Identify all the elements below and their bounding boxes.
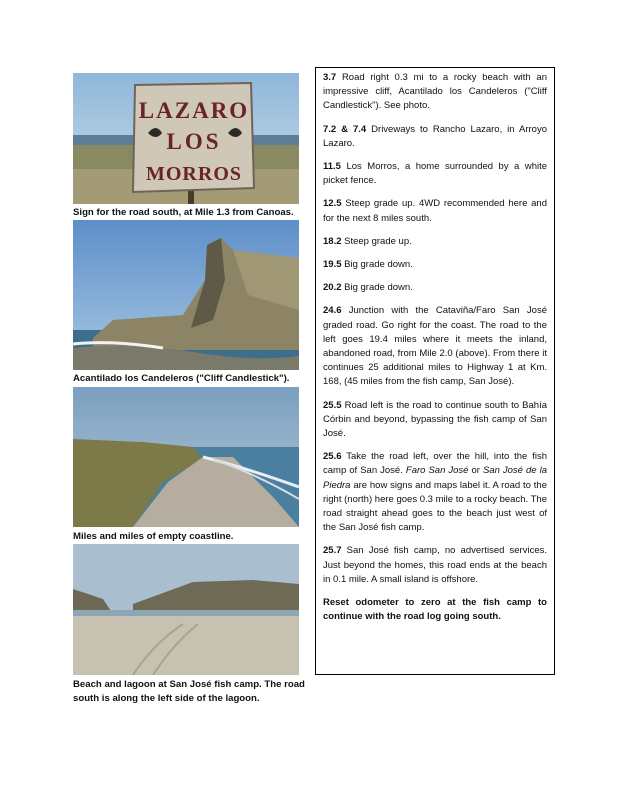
road-log-entry [323, 304, 547, 389]
sign-photo [73, 73, 299, 204]
sign-text-line-2: LOS [166, 129, 222, 154]
entry-text: Steep grade up. 4WD recommended here and for the next 8 miles south. [323, 198, 547, 224]
mile-marker: 25.7 [323, 545, 342, 557]
road-log-entry [323, 258, 547, 272]
entry-text: Los Morros, a home surrounded by a white picket fence. [323, 161, 548, 187]
coastline-photo [73, 387, 299, 527]
road-log-entry [323, 197, 547, 225]
road-log-entry [323, 281, 547, 295]
entry-text: Big grade down. [344, 282, 413, 294]
road-log-box [315, 67, 555, 675]
road-log-entry [323, 399, 547, 442]
entry-text: or [471, 465, 480, 477]
sign-text-line-1: LAZARO [138, 98, 250, 123]
sign-text-line-3: MORROS [146, 163, 242, 185]
road-log-entry [323, 71, 547, 114]
mile-marker: 24.6 [323, 305, 342, 317]
lagoon-photo [73, 544, 299, 675]
mile-marker: 25.5 [323, 399, 342, 411]
coastline-photo-caption: Miles and miles of empty coastline. [73, 531, 234, 542]
place-name-italic: San José de la Piedra [323, 465, 547, 491]
mile-marker: 7.2 & 7.4 [323, 123, 367, 135]
road-log-entry [323, 235, 547, 249]
road-log-entry [323, 160, 547, 188]
mile-marker: 19.5 [323, 259, 342, 271]
road-log-entry [323, 544, 547, 587]
entry-text: Road right 0.3 mi to a rocky beach with an impressive cliff, Acantilado los Candeleros ("Cliff Candlestick"). See photo. [323, 72, 547, 112]
road-log-entry [323, 450, 547, 535]
entry-text: San José fish camp, no advertised services. Just beyond the homes, this road ends at the beach in 0.1 mile. A small island is offshore. [323, 545, 548, 585]
entry-text: are how signs and maps label it. A road to the right (north) here goes 0.3 mile to a rocky beach. The road straight ahead goes to the beach just west of the San José fish camp. [323, 479, 548, 534]
mile-marker: 11.5 [323, 161, 341, 173]
mile-marker: 12.5 [323, 198, 342, 210]
mile-marker: 20.2 [323, 282, 342, 294]
mile-marker: 3.7 [323, 72, 337, 83]
mile-marker: 18.2 [323, 235, 342, 247]
entry-text: Steep grade up. [344, 235, 412, 247]
entry-text: Road left is the road to continue south to Bahía Córbin and beyond, bypassing the fish camp of San José. [323, 399, 547, 440]
place-name-italic: Faro San José [405, 465, 469, 477]
entry-text: Big grade down. [344, 259, 413, 271]
sign-photo-caption: Sign for the road south, at Mile 1.3 from Canoas. [73, 207, 294, 218]
entry-text: Take the road left, over the hill, into the fish camp of San José. [323, 451, 548, 477]
lagoon-photo-caption: Beach and lagoon at San José fish camp. The road south is along the left side of the lagoon. [73, 679, 305, 704]
road-log-entry [323, 123, 547, 151]
mile-marker: 25.6 [323, 451, 342, 463]
entry-text: Driveways to Rancho Lazaro, in Arroyo Lazaro. [323, 123, 547, 149]
cliff-photo [73, 220, 299, 370]
entry-text: Junction with the Cataviña/Faro San José graded road. Go right for the coast. The road to the left goes 19.4 miles where it meets the inland, abandoned road, from Mile 2.0 (above). From there it continues 25 additional miles to Highway 1 at Km. 168, (45 miles from the fish camp, San José). [323, 305, 547, 388]
reset-odometer-note: Reset odometer to zero at the fish camp to continue with the road log going south. [323, 597, 547, 623]
cliff-photo-caption: Acantilado los Candeleros ("Cliff Candlestick"). [73, 373, 290, 384]
